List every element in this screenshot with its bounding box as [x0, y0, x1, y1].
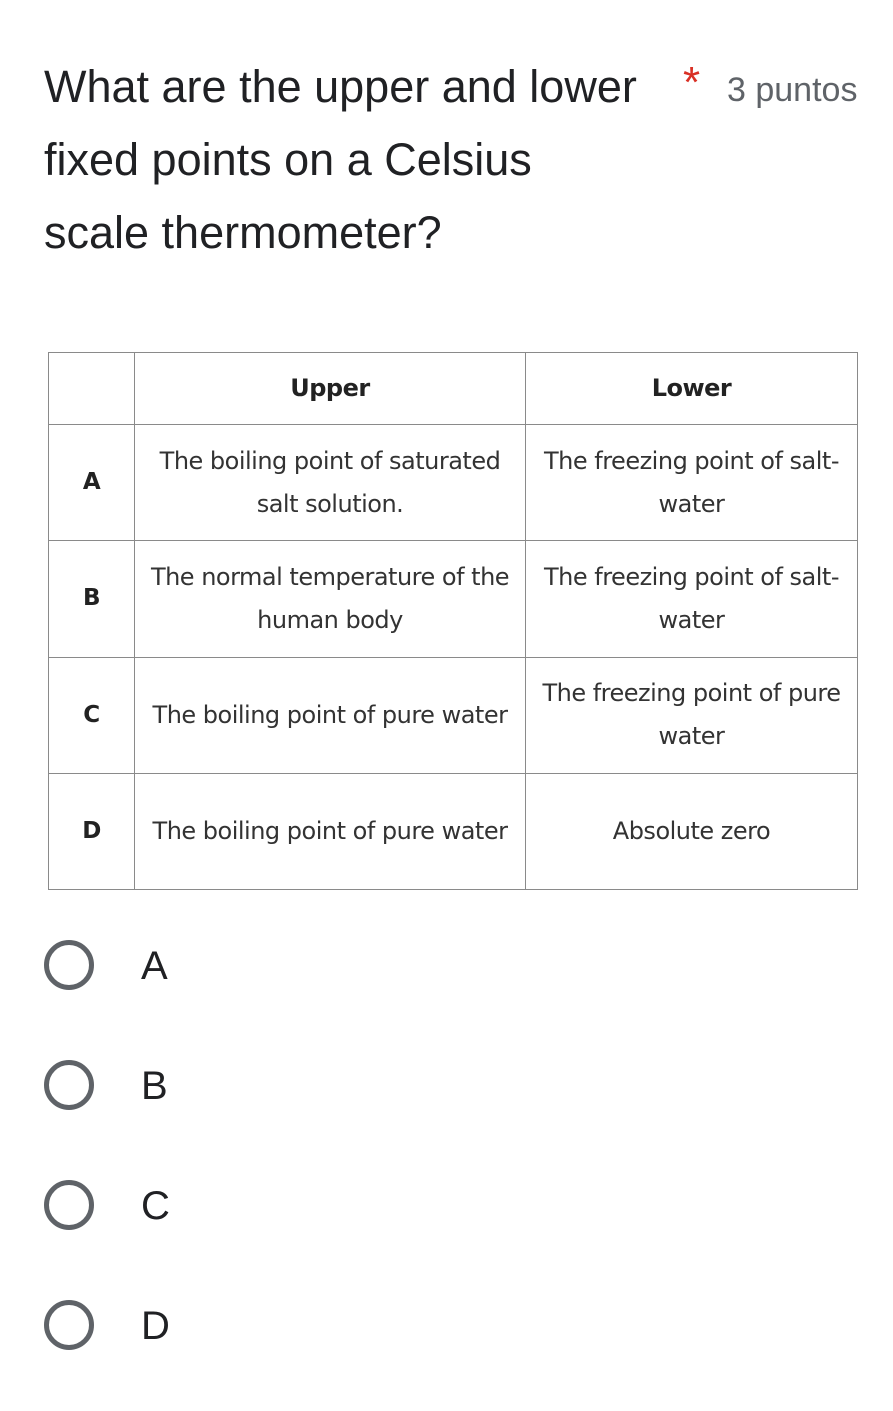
- choice-b[interactable]: [44, 1060, 344, 1120]
- table-cell-upper: The normal temperature of the human body: [135, 541, 526, 657]
- table-cell-upper: The boiling point of pure water: [135, 773, 526, 889]
- table-row-label: C: [49, 657, 135, 773]
- choice-d[interactable]: [44, 1300, 344, 1360]
- table-header-lower: Lower: [526, 353, 858, 425]
- table-row-label: D: [49, 773, 135, 889]
- choice-label: A: [141, 944, 168, 988]
- table-header-empty: [49, 353, 135, 425]
- choice-label: D: [141, 1304, 170, 1348]
- table-cell-lower: The freezing point of pure water: [526, 657, 858, 773]
- required-asterisk: *: [683, 58, 701, 107]
- table-row: [49, 425, 858, 541]
- table-cell-upper: The boiling point of pure water: [135, 657, 526, 773]
- points-label: 3 puntos: [727, 71, 858, 109]
- options-table: [48, 352, 858, 890]
- radio-unchecked-icon[interactable]: [44, 1300, 94, 1350]
- question-line-2: fixed points on a Celsius: [44, 134, 532, 185]
- table-cell-lower: Absolute zero: [526, 773, 858, 889]
- table-row: [49, 657, 858, 773]
- radio-unchecked-icon[interactable]: [44, 1060, 94, 1110]
- table-row: [49, 541, 858, 657]
- table-row: [49, 773, 858, 889]
- choice-label: C: [141, 1184, 170, 1228]
- table-header-upper: Upper: [135, 353, 526, 425]
- table-row-label: B: [49, 541, 135, 657]
- table-cell-lower: The freezing point of salt-water: [526, 425, 858, 541]
- table-cell-upper: The boiling point of saturated salt solution.: [135, 425, 526, 541]
- question-line-1: What are the upper and lower: [44, 61, 637, 112]
- table-header-row: [49, 353, 858, 425]
- choice-c[interactable]: [44, 1180, 344, 1240]
- question-title: [44, 50, 684, 269]
- table-row-label: A: [49, 425, 135, 541]
- choice-label: B: [141, 1064, 168, 1108]
- choice-a[interactable]: [44, 940, 344, 1000]
- table-cell-lower: The freezing point of salt-water: [526, 541, 858, 657]
- question-line-3: scale thermometer?: [44, 207, 442, 258]
- radio-unchecked-icon[interactable]: [44, 1180, 94, 1230]
- radio-unchecked-icon[interactable]: [44, 940, 94, 990]
